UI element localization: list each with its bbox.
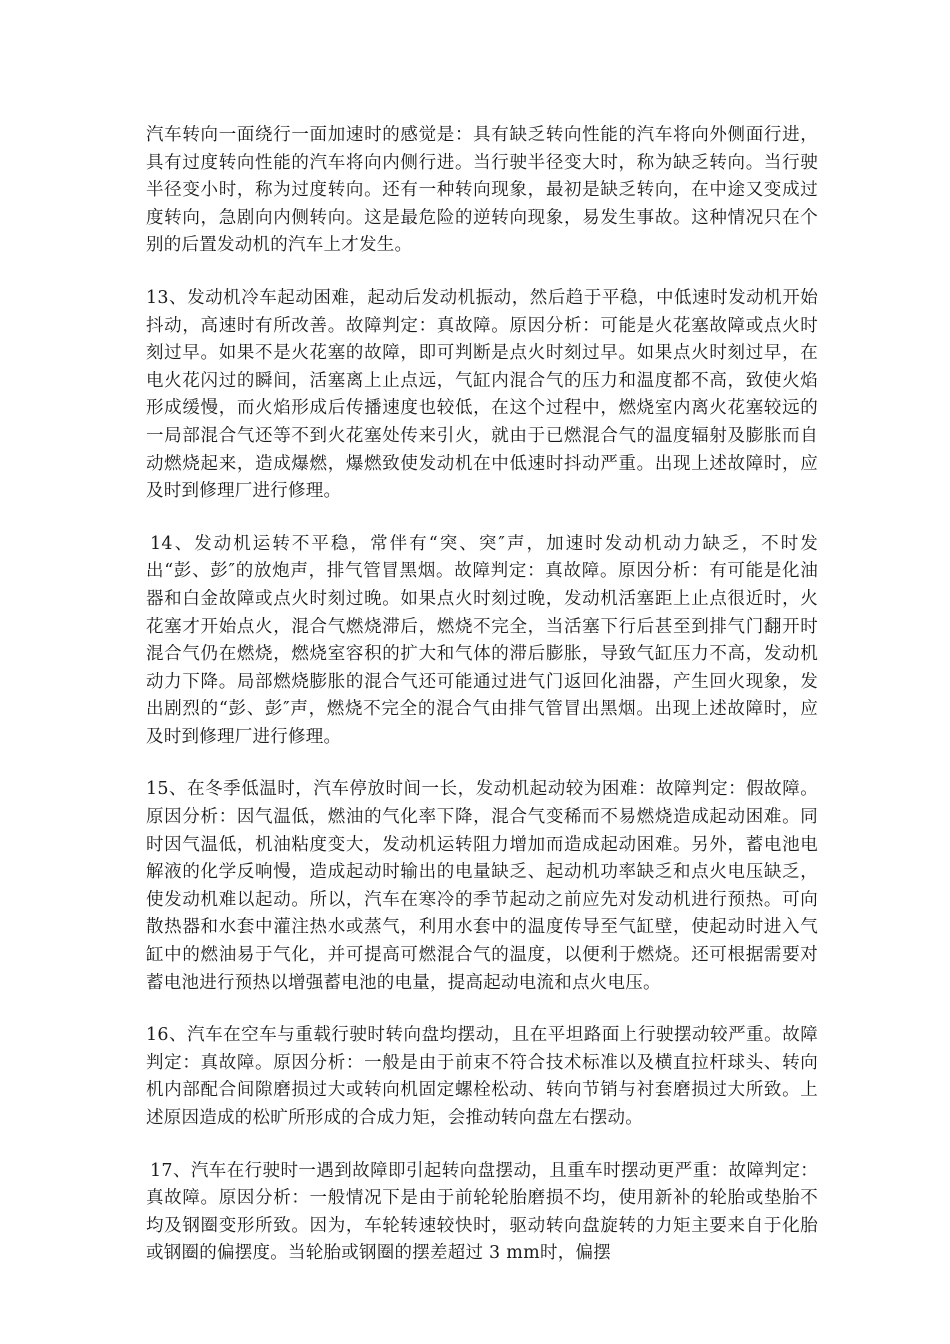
paragraph-item-16: 16、汽车在空车与重载行驶时转向盘均摆动，且在平坦路面上行驶摆动较严重。故障判定：真故障。原因分析：一般是由于前束不符合技术标准以及横直拉杆球头、转向机内部配合间隙磨损过大或转向机固定螺栓松动、转向节销与衬套磨损过大所致。上述原因造成的松旷所形成的合成力矩，会推动转向盘左右摆动。 <box>146 1025 818 1128</box>
paragraph-item-15: 15、在冬季低温时，汽车停放时间一长，发动机起动较为困难：故障判定：假故障。原因分析：因气温低，燃油的气化率下降，混合气变稀而不易燃烧造成起动困难。同时因气温低，机油粘度变大，发动机运转阻力增加而造成起动困难。另外，蓄电池电解液的化学反响慢，造成起动时输出的电量缺乏、起动机功率缺乏和点火电压缺乏，使发动机难以起动。所以，汽车在寒冷的季节起动之前应先对发动机进行预热。可向散热器和水套中灌注热水或蒸气，利用水套中的温度传导至气缸壁，使起动时进入气缸中的燃油易于气化，并可提高可燃混合气的温度，以便利于燃烧。还可根据需要对蓄电池进行预热以增强蓄电池的电量，提高起动电流和点火电压。 <box>146 779 818 993</box>
paragraph-item-13: 13、发动机冷车起动困难，起动后发动机振动，然后趋于平稳，中低速时发动机开始抖动，高速时有所改善。故障判定：真故障。原因分析：可能是火花塞故障或点火时刻过早。如果不是火花塞的故障，即可判断是点火时刻过早。如果点火时刻过早，在电火花闪过的瞬间，活塞离上止点远，气缸内混合气的压力和温度都不高，致使火焰形成缓慢，而火焰形成后传播速度也较低，在这个过程中，燃烧室内离火花塞较远的一局部混合气还等不到火花塞处传来引火，就由于已燃混合气的温度辐射及膨胀而自动燃烧起来，造成爆燃，爆燃致使发动机在中低速时抖动严重。出现上述故障时，应及时到修理厂进行修理。 <box>146 287 818 502</box>
paragraph-steering-intro: 汽车转向一面绕行一面加速时的感觉是：具有缺乏转向性能的汽车将向外侧面行进，具有过度转向性能的汽车将向内侧行进。当行驶半径变大时，称为缺乏转向。当行驶半径变小时，称为过度转向。还有一种转向现象，最初是缺乏转向，在中途又变成过度转向，急剧向内侧转向。这是最危险的逆转向现象，易发生事故。这种情况只在个别的后置发动机的汽车上才发生。 <box>146 125 818 256</box>
document-body <box>146 122 818 1293</box>
paragraph-item-14: 14、发动机运转不平稳，常伴有“突、突″声，加速时发动机动力缺乏，不时发出“彭、彭″的放炮声，排气管冒黑烟。故障判定：真故障。原因分析：有可能是化油器和白金故障或点火时刻过晚。如果点火时刻过晚，发动机活塞距上止点很近时，火花塞才开始点火，混合气燃烧滞后，燃烧不完全，当活塞下行后甚至到排气门翻开时混合气仍在燃烧，燃烧室容积的扩大和气体的滞后膨胀，导致气缸压力不高，发动机动力下降。局部燃烧膨胀的混合气还可能通过进气门返回化油器，产生回火现象，发出剧烈的“彭、彭″声，燃烧不完全的混合气由排气管冒出黑烟。出现上述故障时，应及时到修理厂进行修理。 <box>146 533 818 747</box>
paragraph-item-17: 17、汽车在行驶时一遇到故障即引起转向盘摆动，且重车时摆动更严重：故障判定：真故障。原因分析：一般情况下是由于前轮轮胎磨损不均，使用新补的轮胎或垫胎不均及钢圈变形所致。因为，车轮转速较快时，驱动转向盘旋转的力矩主要来自于化胎或钢圈的偏摆度。当轮胎或钢圈的摆差超过 3 mm时，偏摆 <box>146 1160 818 1264</box>
